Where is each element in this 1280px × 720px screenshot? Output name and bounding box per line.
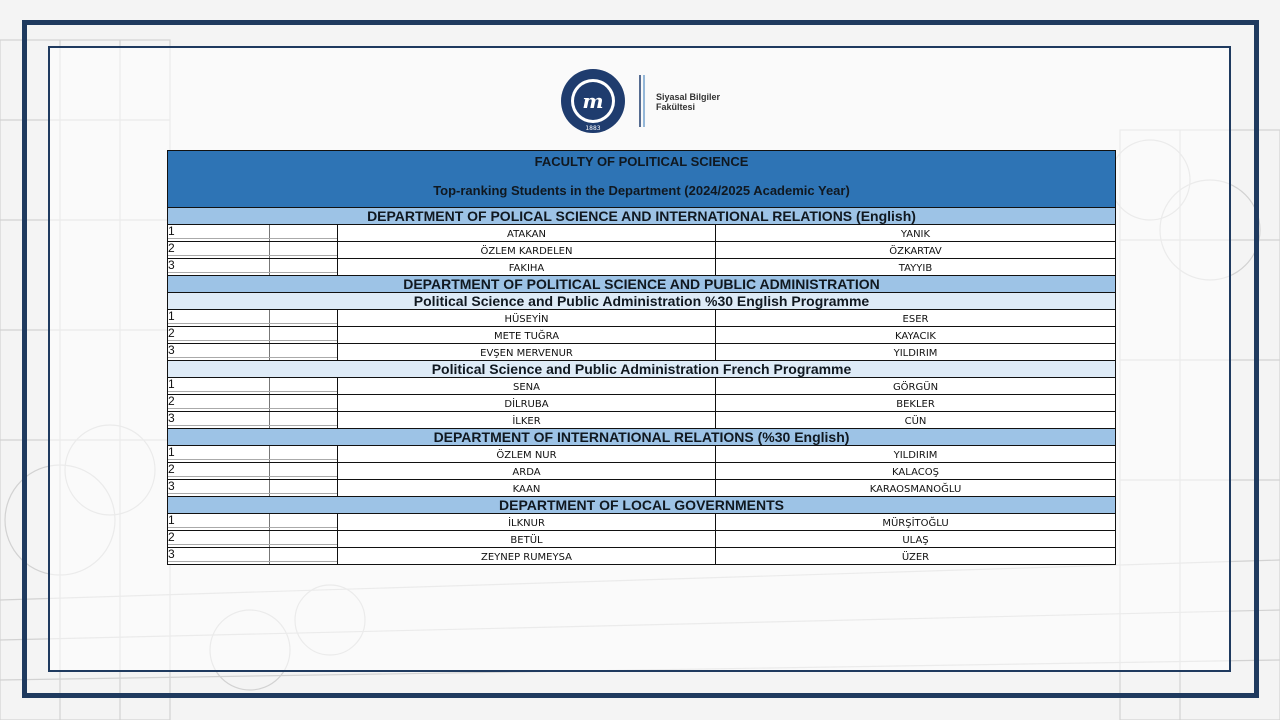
table-row: [168, 480, 1116, 497]
rank-cell: [168, 514, 338, 531]
surname-cell: YANIK: [716, 225, 1116, 242]
rank-number: 2: [168, 530, 175, 544]
first-name-cell: FAKIHA: [338, 259, 716, 276]
rank-cell: [168, 395, 338, 412]
first-name-cell: ATAKAN: [338, 225, 716, 242]
surname-cell: YILDIRIM: [716, 446, 1116, 463]
cell-underline: [168, 408, 337, 409]
first-name-cell: ÖZLEM NUR: [338, 446, 716, 463]
cell-underline: [168, 340, 337, 341]
department-title: DEPARTMENT OF LOCAL GOVERNMENTS: [168, 497, 1116, 514]
first-name-cell: KAAN: [338, 480, 716, 497]
cell-underline: [168, 323, 337, 324]
surname-cell: BEKLER: [716, 395, 1116, 412]
surname-cell: KAYACIK: [716, 327, 1116, 344]
surname-cell: TAYYIB: [716, 259, 1116, 276]
rank-number: 2: [168, 241, 175, 255]
cell-underline: [168, 238, 337, 239]
rank-number: 3: [168, 411, 175, 425]
first-name-cell: SENA: [338, 378, 716, 395]
table-row: [168, 225, 1116, 242]
department-title: DEPARTMENT OF POLITICAL SCIENCE AND PUBLIC ADMINISTRATION: [168, 276, 1116, 293]
table-row: [168, 395, 1116, 412]
table-row: [168, 463, 1116, 480]
first-name-cell: DİLRUBA: [338, 395, 716, 412]
faculty-logo-text: [656, 92, 720, 112]
cell-underline: [168, 272, 337, 273]
program-title: Political Science and Public Administration %30 English Programme: [168, 293, 1116, 310]
table-row: [168, 412, 1116, 429]
rank-cell: [168, 259, 338, 276]
first-name-cell: ARDA: [338, 463, 716, 480]
cell-underline: [168, 493, 337, 494]
rank-cell: [168, 378, 338, 395]
svg-text:m: m: [582, 89, 604, 113]
table-row: [168, 259, 1116, 276]
first-name-cell: İLKER: [338, 412, 716, 429]
cell-underline: [168, 561, 337, 562]
table-row: [168, 514, 1116, 531]
surname-cell: YILDIRIM: [716, 344, 1116, 361]
cell-underline: [168, 255, 337, 256]
rank-number: 2: [168, 394, 175, 408]
department-title: DEPARTMENT OF POLICAL SCIENCE AND INTERNATIONAL RELATIONS (English): [168, 208, 1116, 225]
surname-cell: MÜRŞİTOĞLU: [716, 514, 1116, 531]
rank-number: 1: [168, 224, 175, 238]
program-title: Political Science and Public Administration French Programme: [168, 361, 1116, 378]
table-row: [168, 548, 1116, 565]
first-name-cell: EVŞEN MERVENUR: [338, 344, 716, 361]
rank-cell: [168, 242, 338, 259]
cell-underline: [168, 527, 337, 528]
table-row: [168, 242, 1116, 259]
rank-number: 1: [168, 377, 175, 391]
surname-cell: ÜZER: [716, 548, 1116, 565]
rank-number: 1: [168, 445, 175, 459]
first-name-cell: METE TUĞRA: [338, 327, 716, 344]
surname-cell: KALACOŞ: [716, 463, 1116, 480]
surname-cell: ESER: [716, 310, 1116, 327]
rank-cell: [168, 463, 338, 480]
rank-cell: [168, 480, 338, 497]
rank-cell: [168, 531, 338, 548]
table-header: [168, 151, 1116, 208]
surname-cell: CÜN: [716, 412, 1116, 429]
table-subtitle: Top-ranking Students in the Department (2024/2025 Academic Year): [433, 183, 850, 198]
department-title: DEPARTMENT OF INTERNATIONAL RELATIONS (%30 English): [168, 429, 1116, 446]
rank-cell: [168, 548, 338, 565]
surname-cell: GÖRGÜN: [716, 378, 1116, 395]
rank-number: 1: [168, 513, 175, 527]
rank-number: 3: [168, 479, 175, 493]
first-name-cell: HÜSEYİN: [338, 310, 716, 327]
table-row: [168, 531, 1116, 548]
first-name-cell: İLKNUR: [338, 514, 716, 531]
rank-number: 1: [168, 309, 175, 323]
rank-number: 3: [168, 343, 175, 357]
cell-underline: [168, 391, 337, 392]
first-name-cell: ZEYNEP RUMEYSA: [338, 548, 716, 565]
rank-cell: [168, 344, 338, 361]
table-row: [168, 446, 1116, 463]
table-row: [168, 327, 1116, 344]
first-name-cell: ÖZLEM KARDELEN: [338, 242, 716, 259]
faculty-title: FACULTY OF POLITICAL SCIENCE: [534, 154, 749, 169]
rank-cell: [168, 310, 338, 327]
rank-number: 2: [168, 326, 175, 340]
logo-name-line2: Fakültesi: [656, 102, 696, 112]
table-row: [168, 310, 1116, 327]
top-students-table: [167, 150, 1116, 565]
rank-cell: [168, 327, 338, 344]
cell-underline: [168, 544, 337, 545]
rank-cell: [168, 446, 338, 463]
surname-cell: KARAOSMANOĞLU: [716, 480, 1116, 497]
svg-text:1883: 1883: [585, 125, 601, 132]
cell-underline: [168, 459, 337, 460]
surname-cell: ULAŞ: [716, 531, 1116, 548]
table-row: [168, 378, 1116, 395]
surname-cell: ÖZKARTAV: [716, 242, 1116, 259]
rank-number: 3: [168, 258, 175, 272]
rank-number: 3: [168, 547, 175, 561]
rank-number: 2: [168, 462, 175, 476]
rank-cell: [168, 412, 338, 429]
cell-underline: [168, 425, 337, 426]
cell-underline: [168, 357, 337, 358]
first-name-cell: BETÜL: [338, 531, 716, 548]
table-row: [168, 344, 1116, 361]
cell-underline: [168, 476, 337, 477]
rank-cell: [168, 225, 338, 242]
logo-name-line1: Siyasal Bilgiler: [656, 92, 721, 102]
